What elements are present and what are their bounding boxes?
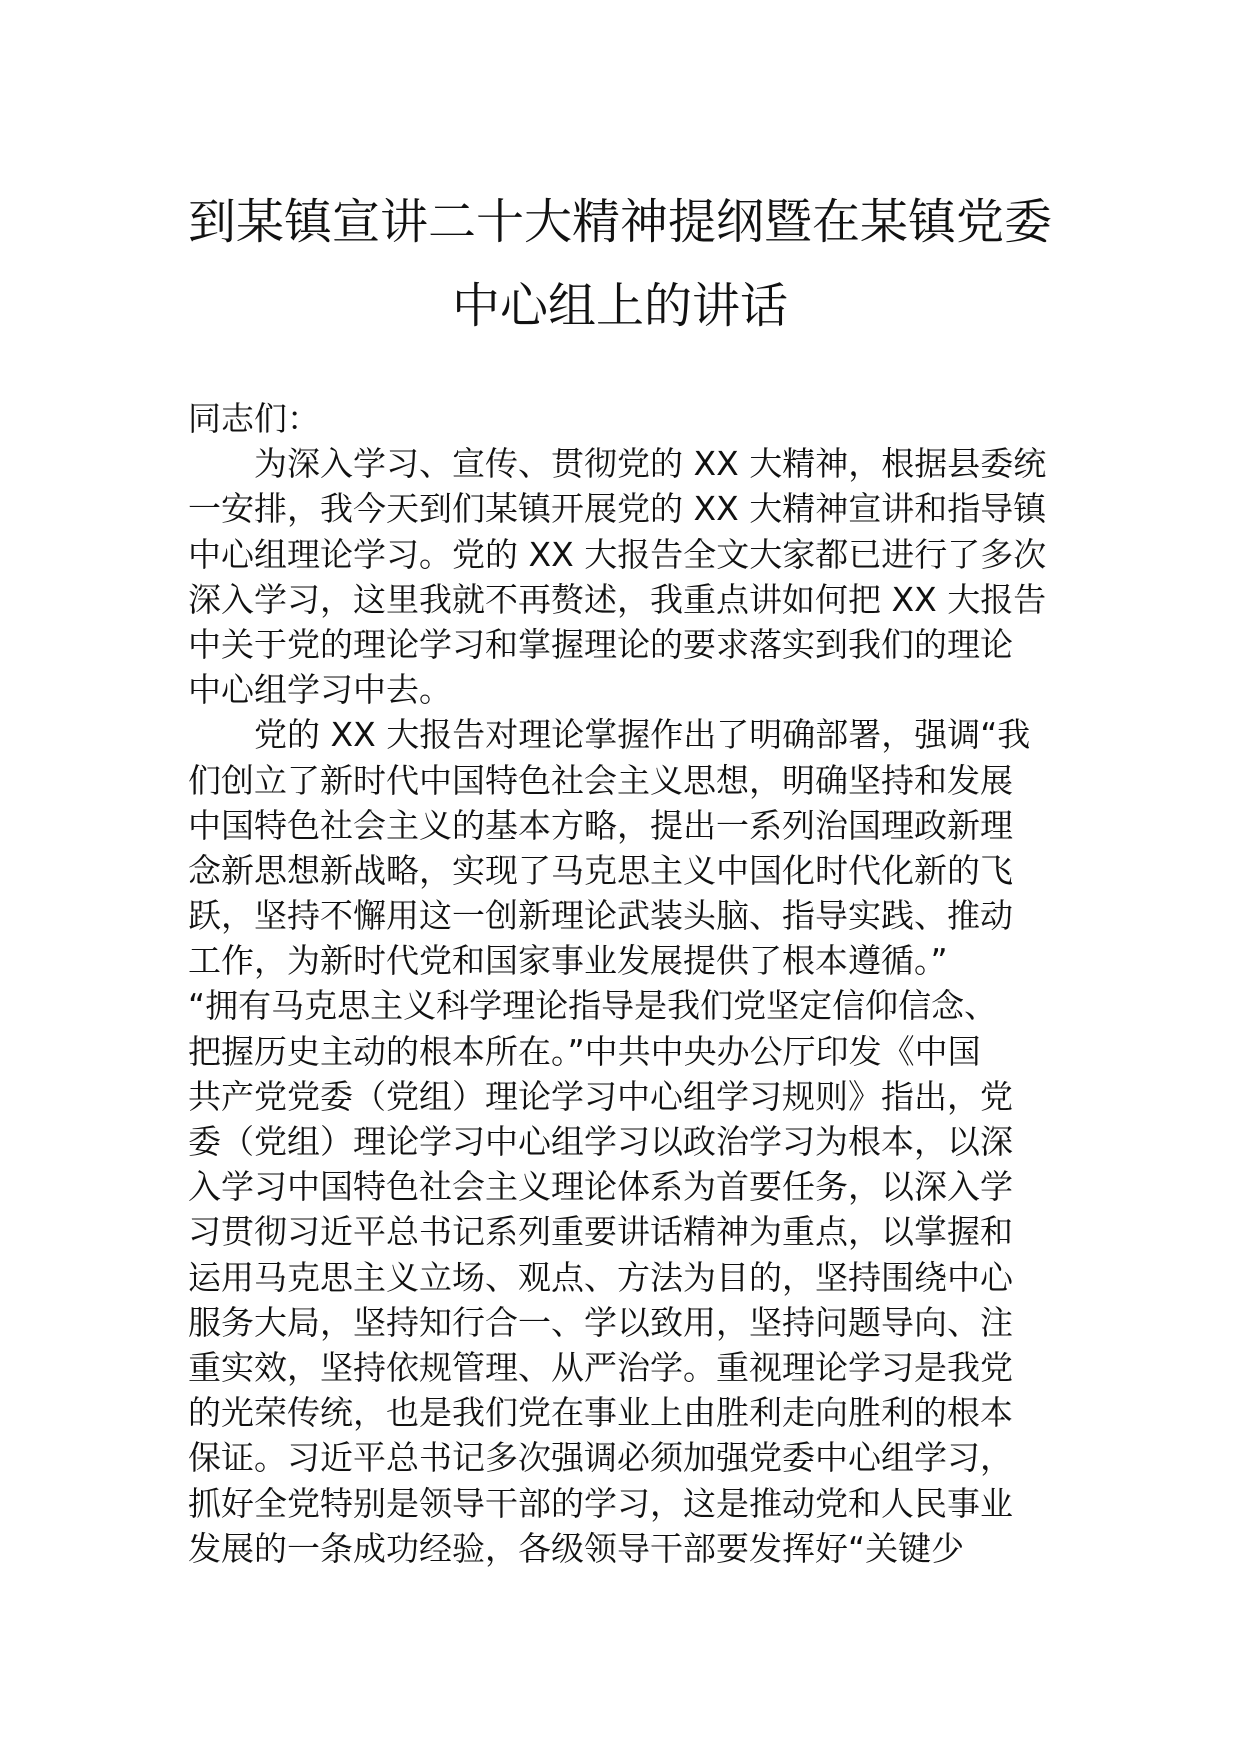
paragraph-line: 把握历史主动的根本所在。”中共中央办公厅印发《中国 (188, 1031, 981, 1071)
paragraph-line: 深入学习，这里我就不再赘述，我重点讲如何把 XX 大报告 (188, 579, 1047, 619)
paragraph-line: 中国特色社会主义的基本方略，提出一系列治国理政新理 (188, 805, 1013, 845)
paragraph-line: 的光荣传统，也是我们党在事业上由胜利走向胜利的根本 (188, 1393, 1013, 1433)
paragraph-line: 们创立了新时代中国特色社会主义思想，明确坚持和发展 (188, 760, 1013, 800)
paragraph-line: 重实效，坚持依规管理、从严治学。重视理论学习是我党 (188, 1347, 1013, 1387)
paragraph-line: 服务大局，坚持知行合一、学以致用，坚持问题导向、注 (188, 1302, 1013, 1342)
document-body (188, 396, 1056, 1571)
paragraph-line: 委（党组）理论学习中心组学习以政治学习为根本，以深 (188, 1122, 1013, 1161)
paragraph-line: 发展的一条成功经验，各级领导干部要发挥好“关键少 (188, 1528, 965, 1568)
paragraph-line: 共产党党委（党组）理论学习中心组学习规则》指出，党 (188, 1076, 1013, 1116)
paragraph-line: 习贯彻习近平总书记系列重要讲话精神为重点，以掌握和 (188, 1212, 1013, 1252)
paragraph-line: 抓好全党特别是领导干部的学习，这是推动党和人民事业 (188, 1483, 1013, 1523)
paragraph-line: “拥有马克思主义科学理论指导是我们党坚定信仰信念、 (188, 986, 998, 1026)
paragraph-line: 一安排，我今天到们某镇开展党的 XX 大精神宣讲和指导镇 (188, 489, 1047, 529)
paragraph-line: 念新思想新战略，实现了马克思主义中国化时代化新的飞 (188, 850, 1013, 890)
paragraph-line: 入学习中国特色社会主义理论体系为首要任务，以深入学 (188, 1167, 1013, 1207)
salutation: 同志们： (188, 399, 320, 438)
paragraph-line: 工作，为新时代党和国家事业发展提供了根本遵循。” (188, 941, 948, 981)
paragraph-line: 中心组理论学习。党的 XX 大报告全文大家都已进行了多次 (188, 534, 1047, 574)
paragraph-line: 中关于党的理论学习和掌握理论的要求落实到我们的理论 (188, 624, 1013, 664)
paragraph-line: 党的 XX 大报告对理论掌握作出了明确部署，强调“我 (254, 715, 1031, 755)
paragraph-line: 跃，坚持不懈用这一创新理论武装头脑、指导实践、推动 (188, 896, 1013, 936)
paragraph-line: 运用马克思主义立场、观点、方法为目的，坚持围绕中心 (188, 1257, 1013, 1297)
paragraph-line: 保证。习近平总书记多次强调必须加强党委中心组学习， (188, 1438, 1013, 1478)
paragraph-line: 中心组学习中去。 (188, 670, 452, 710)
title-line: 中心组上的讲话 (451, 278, 788, 334)
paragraph-line: 为深入学习、宣传、贯彻党的 XX 大精神，根据县委统 (254, 444, 1047, 484)
title-line: 到某镇宣讲二十大精神提纲暨在某镇党委 (187, 194, 1052, 250)
document-title (150, 180, 1090, 348)
